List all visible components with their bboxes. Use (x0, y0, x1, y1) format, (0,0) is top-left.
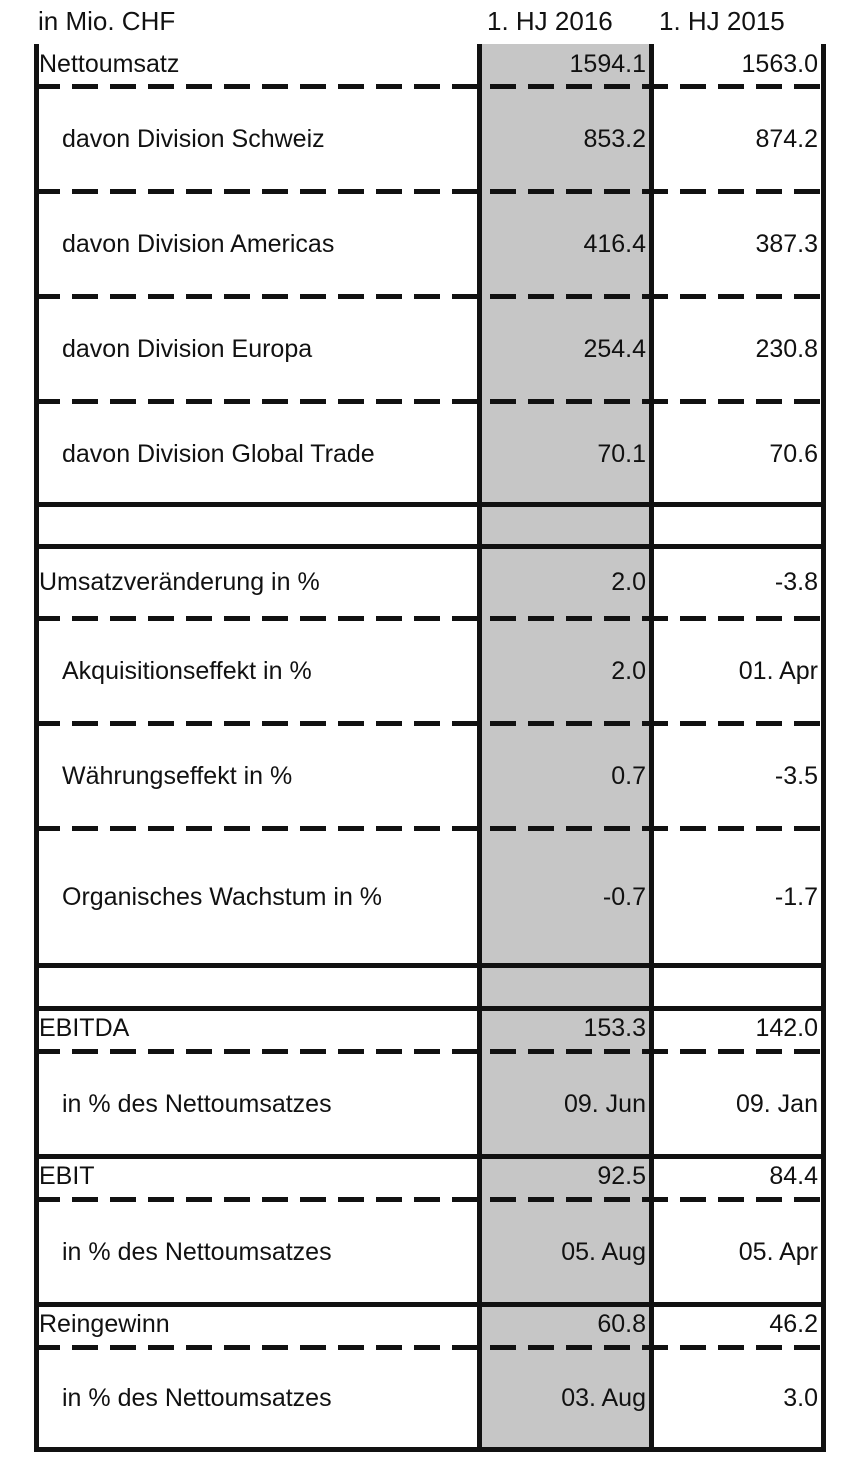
dashed-separator (34, 616, 826, 621)
value-2015: 09. Jan (735, 1089, 818, 1118)
table-row (34, 1011, 826, 1049)
row-label: davon Division Europa (62, 334, 313, 363)
table-row (34, 1307, 826, 1345)
column-divider-1 (477, 44, 482, 1452)
table-row (34, 194, 826, 294)
value-2016: 853.2 (583, 124, 646, 153)
dashed-separator (34, 1345, 826, 1350)
row-label: in % des Nettoumsatzes (62, 1384, 332, 1412)
value-2016: 0.7 (611, 761, 646, 790)
row-label: davon Division Global Trade (62, 439, 375, 468)
table-row (34, 1159, 826, 1197)
table-row (34, 1202, 826, 1302)
table-row (34, 1054, 826, 1154)
value-2016: -0.7 (602, 882, 646, 911)
value-2015: 84.4 (769, 1162, 818, 1190)
row-label: davon Division Americas (62, 229, 335, 258)
table-row (34, 726, 826, 826)
value-2016: 2.0 (611, 656, 646, 685)
solid-separator (34, 502, 826, 507)
row-label: Währungseffekt in % (62, 761, 293, 790)
table-row (34, 299, 826, 399)
row-label: davon Division Schweiz (62, 124, 325, 153)
table-row (34, 621, 826, 721)
solid-separator (34, 1302, 826, 1307)
table-header (0, 0, 862, 44)
value-2015: 874.2 (755, 124, 818, 153)
dashed-separator (34, 399, 826, 404)
table-border-right (821, 44, 826, 1452)
table-row (34, 44, 826, 84)
value-2015: -3.8 (774, 568, 818, 596)
value-2015: 01. Apr (738, 656, 818, 685)
value-2016: 05. Aug (561, 1237, 646, 1266)
value-2016: 254.4 (583, 334, 646, 363)
table-border-bottom (34, 1447, 826, 1452)
column-header-2016: 1. HJ 2016 (487, 6, 613, 36)
unit-label: in Mio. CHF (38, 6, 176, 36)
value-2015: 3.0 (783, 1384, 818, 1412)
value-2016: 153.3 (583, 1014, 646, 1042)
solid-separator (34, 963, 826, 968)
value-2015: 230.8 (755, 334, 818, 363)
row-label: Akquisitionseffekt in % (62, 656, 312, 685)
value-2016: 2.0 (611, 568, 646, 596)
value-2016: 416.4 (583, 229, 646, 258)
table-row (34, 549, 826, 616)
value-2015: 142.0 (755, 1014, 818, 1042)
value-2016: 09. Jun (563, 1089, 646, 1118)
row-label: in % des Nettoumsatzes (62, 1237, 332, 1266)
row-label: Nettoumsatz (39, 50, 180, 78)
dashed-separator (34, 189, 826, 194)
value-2016: 1594.1 (569, 50, 646, 78)
value-2015: 1563.0 (741, 50, 818, 78)
table-row (34, 404, 826, 504)
row-label: Reingewinn (39, 1310, 170, 1338)
value-2015: -1.7 (774, 882, 818, 911)
table-row (34, 831, 826, 963)
value-2015: 387.3 (755, 229, 818, 258)
row-label: Umsatzveränderung in % (39, 568, 320, 596)
dashed-separator (34, 294, 826, 299)
value-2016: 03. Aug (561, 1384, 646, 1412)
financial-table (34, 44, 828, 1452)
column-divider-2 (649, 44, 654, 1452)
row-label: in % des Nettoumsatzes (62, 1089, 332, 1118)
solid-separator (34, 544, 826, 549)
value-2015: -3.5 (774, 761, 818, 790)
value-2015: 70.6 (769, 439, 818, 468)
value-2016: 60.8 (597, 1310, 646, 1338)
row-label: EBITDA (39, 1014, 130, 1042)
table-border-left (34, 44, 39, 1452)
column-header-2015: 1. HJ 2015 (659, 6, 785, 36)
solid-separator (34, 1154, 826, 1159)
dashed-separator (34, 1197, 826, 1202)
row-label: Organisches Wachstum in % (62, 882, 383, 911)
dashed-separator (34, 721, 826, 726)
value-2015: 46.2 (769, 1310, 818, 1338)
solid-separator (34, 1006, 826, 1011)
value-2015: 05. Apr (738, 1237, 818, 1266)
dashed-separator (34, 826, 826, 831)
row-label: EBIT (39, 1162, 95, 1190)
dashed-separator (34, 1049, 826, 1054)
table-row (34, 89, 826, 189)
value-2016: 70.1 (597, 439, 646, 468)
table-row (34, 1350, 826, 1447)
dashed-separator (34, 84, 826, 89)
value-2016: 92.5 (597, 1162, 646, 1190)
